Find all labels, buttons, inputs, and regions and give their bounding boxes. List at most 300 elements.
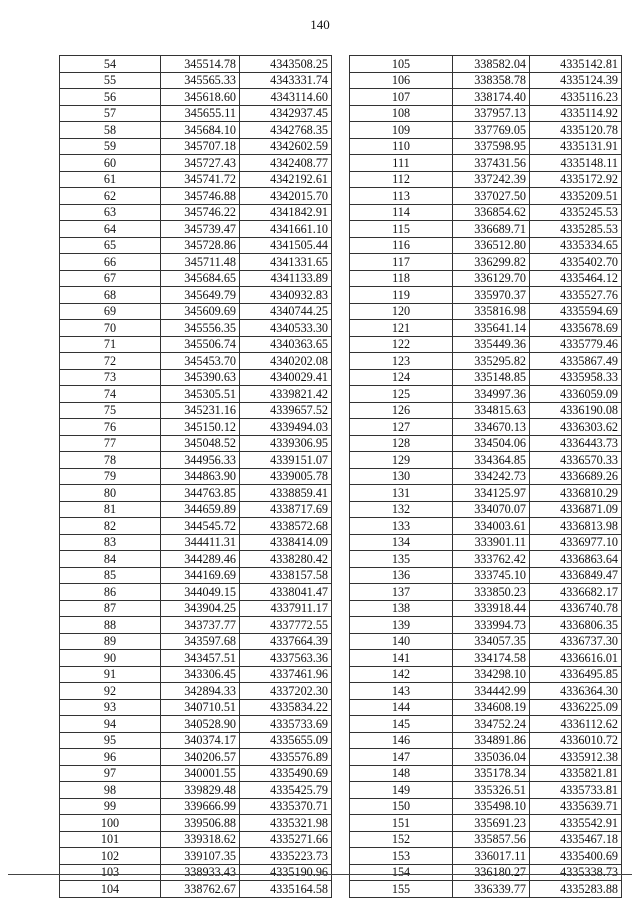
- table-row: [60, 138, 332, 155]
- point-number-cell: 150: [350, 798, 453, 815]
- x-coordinate-cell: 345514.78: [161, 56, 240, 73]
- y-coordinate-cell: 4337664.39: [240, 633, 332, 650]
- point-number-cell: 133: [350, 518, 453, 535]
- point-number-cell: 152: [350, 831, 453, 848]
- y-coordinate-cell: 4336737.30: [530, 633, 622, 650]
- y-coordinate-cell: 4339005.78: [240, 468, 332, 485]
- x-coordinate-cell: 342894.33: [161, 683, 240, 700]
- y-coordinate-cell: 4337563.36: [240, 650, 332, 667]
- point-number-cell: 113: [350, 188, 453, 205]
- table-row: [60, 567, 332, 584]
- x-coordinate-cell: 338762.67: [161, 881, 240, 898]
- point-number-cell: 54: [60, 56, 161, 73]
- point-number-cell: 136: [350, 567, 453, 584]
- y-coordinate-cell: 4338572.68: [240, 518, 332, 535]
- y-coordinate-cell: 4335321.98: [240, 815, 332, 832]
- point-number-cell: 84: [60, 551, 161, 568]
- y-coordinate-cell: 4336443.73: [530, 435, 622, 452]
- y-coordinate-cell: 4336871.09: [530, 501, 622, 518]
- table-row: [60, 633, 332, 650]
- table-row: [350, 501, 622, 518]
- point-number-cell: 85: [60, 567, 161, 584]
- table-row: [60, 650, 332, 667]
- y-coordinate-cell: 4338280.42: [240, 551, 332, 568]
- point-number-cell: 147: [350, 749, 453, 766]
- x-coordinate-cell: 334752.24: [453, 716, 530, 733]
- x-coordinate-cell: 335449.36: [453, 336, 530, 353]
- table-row: [60, 105, 332, 122]
- table-row: [350, 782, 622, 799]
- table-row: [60, 452, 332, 469]
- x-coordinate-cell: 339107.35: [161, 848, 240, 865]
- table-row: [350, 320, 622, 337]
- table-row: [350, 518, 622, 535]
- x-coordinate-cell: 335295.82: [453, 353, 530, 370]
- x-coordinate-cell: 337957.13: [453, 105, 530, 122]
- table-row: [350, 798, 622, 815]
- table-row: [350, 567, 622, 584]
- x-coordinate-cell: 344411.31: [161, 534, 240, 551]
- y-coordinate-cell: 4335542.91: [530, 815, 622, 832]
- x-coordinate-cell: 334057.35: [453, 633, 530, 650]
- y-coordinate-cell: 4336059.09: [530, 386, 622, 403]
- table-row: [350, 419, 622, 436]
- point-number-cell: 80: [60, 485, 161, 502]
- table-row: [60, 666, 332, 683]
- table-row: [350, 122, 622, 139]
- table-row: [350, 452, 622, 469]
- point-number-cell: 96: [60, 749, 161, 766]
- table-row: [60, 881, 332, 898]
- point-number-cell: 129: [350, 452, 453, 469]
- point-number-cell: 56: [60, 89, 161, 106]
- coordinates-table-body: [60, 56, 332, 898]
- y-coordinate-cell: 4335834.22: [240, 699, 332, 716]
- table-row: [350, 171, 622, 188]
- point-number-cell: 79: [60, 468, 161, 485]
- y-coordinate-cell: 4340202.08: [240, 353, 332, 370]
- point-number-cell: 61: [60, 171, 161, 188]
- point-number-cell: 100: [60, 815, 161, 832]
- point-number-cell: 63: [60, 204, 161, 221]
- point-number-cell: 94: [60, 716, 161, 733]
- point-number-cell: 128: [350, 435, 453, 452]
- point-number-cell: 122: [350, 336, 453, 353]
- x-coordinate-cell: 343597.68: [161, 633, 240, 650]
- x-coordinate-cell: 340528.90: [161, 716, 240, 733]
- table-row: [350, 765, 622, 782]
- table-row: [60, 815, 332, 832]
- x-coordinate-cell: 335970.37: [453, 287, 530, 304]
- x-coordinate-cell: 344049.15: [161, 584, 240, 601]
- table-row: [350, 749, 622, 766]
- x-coordinate-cell: 334504.06: [453, 435, 530, 452]
- point-number-cell: 89: [60, 633, 161, 650]
- table-row: [350, 254, 622, 271]
- point-number-cell: 71: [60, 336, 161, 353]
- x-coordinate-cell: 345711.48: [161, 254, 240, 271]
- y-coordinate-cell: 4336740.78: [530, 600, 622, 617]
- x-coordinate-cell: 337431.56: [453, 155, 530, 172]
- x-coordinate-cell: 335857.56: [453, 831, 530, 848]
- point-number-cell: 88: [60, 617, 161, 634]
- x-coordinate-cell: 345746.22: [161, 204, 240, 221]
- x-coordinate-cell: 333745.10: [453, 567, 530, 584]
- table-row: [60, 435, 332, 452]
- table-row: [60, 468, 332, 485]
- point-number-cell: 86: [60, 584, 161, 601]
- x-coordinate-cell: 335036.04: [453, 749, 530, 766]
- y-coordinate-cell: 4335733.81: [530, 782, 622, 799]
- point-number-cell: 109: [350, 122, 453, 139]
- x-coordinate-cell: 344763.85: [161, 485, 240, 502]
- x-coordinate-cell: 338582.04: [453, 56, 530, 73]
- table-row: [60, 617, 332, 634]
- point-number-cell: 103: [60, 864, 161, 881]
- table-row: [60, 749, 332, 766]
- table-row: [350, 204, 622, 221]
- y-coordinate-cell: 4335190.96: [240, 864, 332, 881]
- point-number-cell: 81: [60, 501, 161, 518]
- point-number-cell: 132: [350, 501, 453, 518]
- y-coordinate-cell: 4340744.25: [240, 303, 332, 320]
- table-row: [60, 419, 332, 436]
- point-number-cell: 139: [350, 617, 453, 634]
- table-row: [350, 221, 622, 238]
- y-coordinate-cell: 4335209.51: [530, 188, 622, 205]
- y-coordinate-cell: 4338041.47: [240, 584, 332, 601]
- point-number-cell: 155: [350, 881, 453, 898]
- x-coordinate-cell: 337598.95: [453, 138, 530, 155]
- x-coordinate-cell: 339318.62: [161, 831, 240, 848]
- point-number-cell: 83: [60, 534, 161, 551]
- point-number-cell: 64: [60, 221, 161, 238]
- point-number-cell: 74: [60, 386, 161, 403]
- x-coordinate-cell: 334997.36: [453, 386, 530, 403]
- y-coordinate-cell: 4338157.58: [240, 567, 332, 584]
- x-coordinate-cell: 334298.10: [453, 666, 530, 683]
- point-number-cell: 116: [350, 237, 453, 254]
- x-coordinate-cell: 340206.57: [161, 749, 240, 766]
- y-coordinate-cell: 4336570.33: [530, 452, 622, 469]
- y-coordinate-cell: 4335733.69: [240, 716, 332, 733]
- y-coordinate-cell: 4339151.07: [240, 452, 332, 469]
- y-coordinate-cell: 4342192.61: [240, 171, 332, 188]
- y-coordinate-cell: 4335172.92: [530, 171, 622, 188]
- x-coordinate-cell: 336299.82: [453, 254, 530, 271]
- point-number-cell: 127: [350, 419, 453, 436]
- x-coordinate-cell: 335148.85: [453, 369, 530, 386]
- y-coordinate-cell: 4335402.70: [530, 254, 622, 271]
- coordinates-table-left: [59, 55, 332, 898]
- y-coordinate-cell: 4335271.66: [240, 831, 332, 848]
- point-number-cell: 65: [60, 237, 161, 254]
- x-coordinate-cell: 343904.25: [161, 600, 240, 617]
- y-coordinate-cell: 4335338.73: [530, 864, 622, 881]
- y-coordinate-cell: 4341661.10: [240, 221, 332, 238]
- x-coordinate-cell: 345390.63: [161, 369, 240, 386]
- table-row: [60, 798, 332, 815]
- y-coordinate-cell: 4335821.81: [530, 765, 622, 782]
- y-coordinate-cell: 4341842.91: [240, 204, 332, 221]
- table-row: [350, 551, 622, 568]
- x-coordinate-cell: 336512.80: [453, 237, 530, 254]
- table-row: [60, 518, 332, 535]
- y-coordinate-cell: 4340932.83: [240, 287, 332, 304]
- point-number-cell: 137: [350, 584, 453, 601]
- y-coordinate-cell: 4336616.01: [530, 650, 622, 667]
- table-row: [350, 732, 622, 749]
- point-number-cell: 90: [60, 650, 161, 667]
- y-coordinate-cell: 4339494.03: [240, 419, 332, 436]
- table-row: [350, 138, 622, 155]
- point-number-cell: 149: [350, 782, 453, 799]
- point-number-cell: 151: [350, 815, 453, 832]
- table-row: [60, 188, 332, 205]
- point-number-cell: 60: [60, 155, 161, 172]
- table-row: [350, 600, 622, 617]
- point-number-cell: 154: [350, 864, 453, 881]
- point-number-cell: 153: [350, 848, 453, 865]
- x-coordinate-cell: 334442.99: [453, 683, 530, 700]
- point-number-cell: 144: [350, 699, 453, 716]
- x-coordinate-cell: 339829.48: [161, 782, 240, 799]
- table-row: [350, 369, 622, 386]
- point-number-cell: 141: [350, 650, 453, 667]
- y-coordinate-cell: 4336813.98: [530, 518, 622, 535]
- y-coordinate-cell: 4335867.49: [530, 353, 622, 370]
- y-coordinate-cell: 4341505.44: [240, 237, 332, 254]
- y-coordinate-cell: 4335958.33: [530, 369, 622, 386]
- page-number: 140: [310, 17, 330, 32]
- x-coordinate-cell: 335498.10: [453, 798, 530, 815]
- y-coordinate-cell: 4335467.18: [530, 831, 622, 848]
- point-number-cell: 111: [350, 155, 453, 172]
- point-number-cell: 130: [350, 468, 453, 485]
- point-number-cell: 72: [60, 353, 161, 370]
- table-row: [60, 72, 332, 89]
- table-row: [350, 89, 622, 106]
- table-row: [350, 584, 622, 601]
- y-coordinate-cell: 4336364.30: [530, 683, 622, 700]
- table-row: [350, 155, 622, 172]
- x-coordinate-cell: 334070.07: [453, 501, 530, 518]
- table-row: [60, 122, 332, 139]
- y-coordinate-cell: 4343114.60: [240, 89, 332, 106]
- x-coordinate-cell: 345649.79: [161, 287, 240, 304]
- table-row: [350, 270, 622, 287]
- y-coordinate-cell: 4338414.09: [240, 534, 332, 551]
- x-coordinate-cell: 334174.58: [453, 650, 530, 667]
- y-coordinate-cell: 4340363.65: [240, 336, 332, 353]
- y-coordinate-cell: 4339657.52: [240, 402, 332, 419]
- y-coordinate-cell: 4342937.45: [240, 105, 332, 122]
- table-row: [350, 56, 622, 73]
- point-number-cell: 69: [60, 303, 161, 320]
- point-number-cell: 131: [350, 485, 453, 502]
- x-coordinate-cell: 335641.14: [453, 320, 530, 337]
- table-row: [60, 402, 332, 419]
- table-row: [60, 204, 332, 221]
- table-row: [60, 501, 332, 518]
- x-coordinate-cell: 335691.23: [453, 815, 530, 832]
- y-coordinate-cell: 4338859.41: [240, 485, 332, 502]
- y-coordinate-cell: 4336682.17: [530, 584, 622, 601]
- x-coordinate-cell: 338358.78: [453, 72, 530, 89]
- y-coordinate-cell: 4337202.30: [240, 683, 332, 700]
- y-coordinate-cell: 4335285.53: [530, 221, 622, 238]
- point-number-cell: 58: [60, 122, 161, 139]
- x-coordinate-cell: 340710.51: [161, 699, 240, 716]
- y-coordinate-cell: 4341331.65: [240, 254, 332, 271]
- point-number-cell: 73: [60, 369, 161, 386]
- x-coordinate-cell: 334242.73: [453, 468, 530, 485]
- y-coordinate-cell: 4341133.89: [240, 270, 332, 287]
- point-number-cell: 75: [60, 402, 161, 419]
- y-coordinate-cell: 4340533.30: [240, 320, 332, 337]
- x-coordinate-cell: 345739.47: [161, 221, 240, 238]
- x-coordinate-cell: 345727.43: [161, 155, 240, 172]
- y-coordinate-cell: 4337772.55: [240, 617, 332, 634]
- point-number-cell: 112: [350, 171, 453, 188]
- x-coordinate-cell: 344863.90: [161, 468, 240, 485]
- x-coordinate-cell: 340001.55: [161, 765, 240, 782]
- y-coordinate-cell: 4335639.71: [530, 798, 622, 815]
- point-number-cell: 93: [60, 699, 161, 716]
- x-coordinate-cell: 345655.11: [161, 105, 240, 122]
- point-number-cell: 146: [350, 732, 453, 749]
- point-number-cell: 110: [350, 138, 453, 155]
- point-number-cell: 115: [350, 221, 453, 238]
- table-row: [60, 683, 332, 700]
- x-coordinate-cell: 345150.12: [161, 419, 240, 436]
- x-coordinate-cell: 339506.88: [161, 815, 240, 832]
- y-coordinate-cell: 4336495.85: [530, 666, 622, 683]
- table-row: [60, 369, 332, 386]
- point-number-cell: 57: [60, 105, 161, 122]
- point-number-cell: 143: [350, 683, 453, 700]
- table-row: [60, 584, 332, 601]
- x-coordinate-cell: 333918.44: [453, 600, 530, 617]
- table-row: [350, 650, 622, 667]
- y-coordinate-cell: 4335400.69: [530, 848, 622, 865]
- table-row: [60, 848, 332, 865]
- y-coordinate-cell: 4335142.81: [530, 56, 622, 73]
- table-row: [350, 72, 622, 89]
- y-coordinate-cell: 4335131.91: [530, 138, 622, 155]
- x-coordinate-cell: 334125.97: [453, 485, 530, 502]
- y-coordinate-cell: 4342015.70: [240, 188, 332, 205]
- point-number-cell: 87: [60, 600, 161, 617]
- y-coordinate-cell: 4335245.53: [530, 204, 622, 221]
- table-row: [350, 336, 622, 353]
- table-row: [60, 303, 332, 320]
- point-number-cell: 66: [60, 254, 161, 271]
- table-row: [60, 782, 332, 799]
- table-row: [60, 386, 332, 403]
- x-coordinate-cell: 338933.43: [161, 864, 240, 881]
- table-row: [60, 600, 332, 617]
- y-coordinate-cell: 4335124.39: [530, 72, 622, 89]
- x-coordinate-cell: 345746.88: [161, 188, 240, 205]
- point-number-cell: 62: [60, 188, 161, 205]
- point-number-cell: 126: [350, 402, 453, 419]
- y-coordinate-cell: 4340029.41: [240, 369, 332, 386]
- y-coordinate-cell: 4335912.38: [530, 749, 622, 766]
- y-coordinate-cell: 4342602.59: [240, 138, 332, 155]
- x-coordinate-cell: 337769.05: [453, 122, 530, 139]
- x-coordinate-cell: 344956.33: [161, 452, 240, 469]
- point-number-cell: 70: [60, 320, 161, 337]
- table-row: [60, 831, 332, 848]
- point-number-cell: 55: [60, 72, 161, 89]
- y-coordinate-cell: 4336977.10: [530, 534, 622, 551]
- y-coordinate-cell: 4335334.65: [530, 237, 622, 254]
- x-coordinate-cell: 345453.70: [161, 353, 240, 370]
- table-row: [350, 633, 622, 650]
- y-coordinate-cell: 4335425.79: [240, 782, 332, 799]
- point-number-cell: 135: [350, 551, 453, 568]
- table-row: [350, 716, 622, 733]
- x-coordinate-cell: 334608.19: [453, 699, 530, 716]
- y-coordinate-cell: 4336849.47: [530, 567, 622, 584]
- x-coordinate-cell: 333850.23: [453, 584, 530, 601]
- point-number-cell: 134: [350, 534, 453, 551]
- y-coordinate-cell: 4338717.69: [240, 501, 332, 518]
- y-coordinate-cell: 4335148.11: [530, 155, 622, 172]
- point-number-cell: 138: [350, 600, 453, 617]
- x-coordinate-cell: 333762.42: [453, 551, 530, 568]
- table-row: [60, 171, 332, 188]
- point-number-cell: 78: [60, 452, 161, 469]
- point-number-cell: 95: [60, 732, 161, 749]
- table-row: [60, 551, 332, 568]
- x-coordinate-cell: 338174.40: [453, 89, 530, 106]
- x-coordinate-cell: 345707.18: [161, 138, 240, 155]
- table-row: [350, 353, 622, 370]
- table-row: [60, 699, 332, 716]
- point-number-cell: 92: [60, 683, 161, 700]
- point-number-cell: 145: [350, 716, 453, 733]
- table-row: [60, 287, 332, 304]
- point-number-cell: 59: [60, 138, 161, 155]
- table-row: [60, 237, 332, 254]
- x-coordinate-cell: 336129.70: [453, 270, 530, 287]
- x-coordinate-cell: 333994.73: [453, 617, 530, 634]
- coordinates-table-body: [350, 56, 622, 898]
- table-row: [350, 848, 622, 865]
- x-coordinate-cell: 345618.60: [161, 89, 240, 106]
- x-coordinate-cell: 333901.11: [453, 534, 530, 551]
- table-row: [60, 716, 332, 733]
- y-coordinate-cell: 4335120.78: [530, 122, 622, 139]
- point-number-cell: 124: [350, 369, 453, 386]
- table-row: [350, 864, 622, 881]
- y-coordinate-cell: 4336303.62: [530, 419, 622, 436]
- y-coordinate-cell: 4335678.69: [530, 320, 622, 337]
- x-coordinate-cell: 344169.69: [161, 567, 240, 584]
- x-coordinate-cell: 344545.72: [161, 518, 240, 535]
- y-coordinate-cell: 4335779.46: [530, 336, 622, 353]
- x-coordinate-cell: 344289.46: [161, 551, 240, 568]
- y-coordinate-cell: 4335655.09: [240, 732, 332, 749]
- y-coordinate-cell: 4335527.76: [530, 287, 622, 304]
- point-number-cell: 114: [350, 204, 453, 221]
- x-coordinate-cell: 345728.86: [161, 237, 240, 254]
- x-coordinate-cell: 336017.11: [453, 848, 530, 865]
- point-number-cell: 142: [350, 666, 453, 683]
- y-coordinate-cell: 4336806.35: [530, 617, 622, 634]
